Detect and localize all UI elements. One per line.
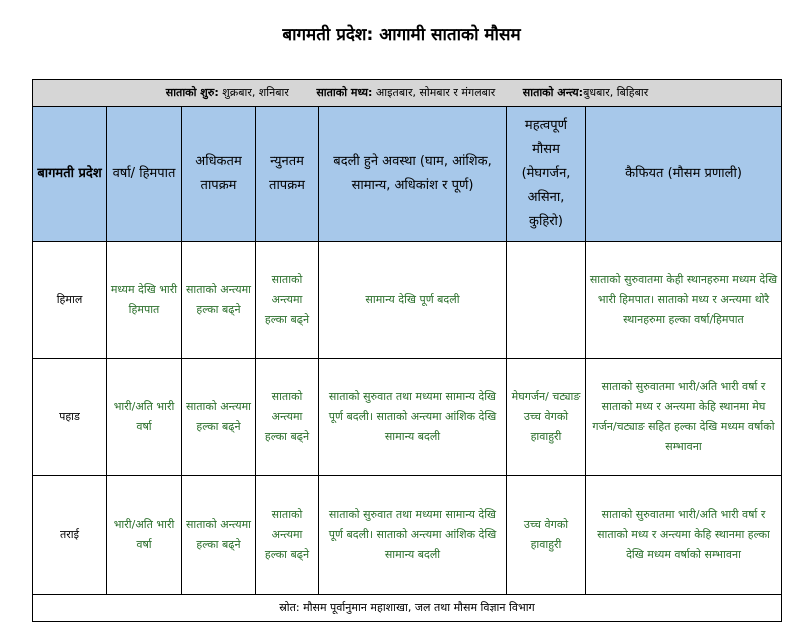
min-temp-cell: साताको अन्त्यमा हल्का बढ्ने <box>256 359 319 476</box>
weather-table <box>32 79 782 622</box>
max-temp-cell: साताको अन्त्यमा हल्का बढ्ने <box>182 241 256 358</box>
header-province: बागमती प्रदेश <box>33 107 107 241</box>
header-max-temp: अधिकतम तापक्रम <box>182 107 256 241</box>
week-summary-cell <box>33 80 782 107</box>
region-name: तराई <box>33 476 107 594</box>
condition-cell: साताको सुरुवात तथा मध्यमा सामान्य देखि पूर्ण बदली। साताको अन्त्यमा आंशिक देखि सामान्य बदली <box>319 476 507 594</box>
source-note: स्रोत: मौसम पूर्वानुमान महाशाखा, जल तथा मौसम विज्ञान विभाग <box>33 594 782 621</box>
week-end-segment <box>523 83 648 103</box>
table-row <box>33 476 782 594</box>
header-row <box>33 107 782 241</box>
week-mid-segment <box>316 83 495 103</box>
week-mid-value: आइतबार, सोमबार र मंगलबार <box>372 86 496 100</box>
page-title: बागमती प्रदेश: आगामी साताको मौसम <box>282 25 521 45</box>
table-row <box>33 359 782 476</box>
region-name: हिमाल <box>33 241 107 358</box>
week-end-value: बुधबार, बिहिबार <box>583 86 649 100</box>
important-cell <box>507 241 586 358</box>
week-start-label: साताको शुरु: <box>165 86 219 100</box>
condition-cell: सामान्य देखि पूर्ण बदली <box>319 241 507 358</box>
week-mid-label: साताको मध्य: <box>316 86 373 100</box>
max-temp-cell: साताको अन्त्यमा हल्का बढ्ने <box>182 476 256 594</box>
precip-cell: मध्यम देखि भारी हिमपात <box>107 241 182 358</box>
region-name: पहाड <box>33 359 107 476</box>
important-cell: मेघगर्जन/ चट्याङ उच्च वेगको हावाहुरी <box>507 359 586 476</box>
week-start-value: शुक्रबार, शनिबार <box>218 86 289 100</box>
header-condition: बदली हुने अवस्था (घाम, आंशिक, सामान्य, अधिकांश र पूर्ण) <box>319 107 507 241</box>
condition-cell: साताको सुरुवात तथा मध्यमा सामान्य देखि पूर्ण बदली। साताको अन्त्यमा आंशिक देखि सामान्य बदली <box>319 359 507 476</box>
important-cell: उच्च वेगको हावाहुरी <box>507 476 586 594</box>
min-temp-cell: साताको अन्त्यमा हल्का बढ्ने <box>256 241 319 358</box>
header-min-temp: न्युनतम तापक्रम <box>256 107 319 241</box>
min-temp-cell: साताको अन्त्यमा हल्का बढ्ने <box>256 476 319 594</box>
remarks-cell: साताको सुरुवातमा केही स्थानहरुमा मध्यम देखि भारी हिमपात। साताको मध्य र अन्त्यमा थोरै स्थानहरुमा हल्का वर्षा/हिमपात <box>586 241 782 358</box>
precip-cell: भारी/अति भारी वर्षा <box>107 476 182 594</box>
table-row <box>33 241 782 358</box>
remarks-cell: साताको सुरुवातमा भारी/अति भारी वर्षा र साताको मध्य र अन्त्यमा केहि स्थानमा मेघ गर्जन/चट्याङ सहित हल्का देखि मध्यम वर्षाको सम्भावना <box>586 359 782 476</box>
source-row <box>33 594 782 621</box>
week-start-segment <box>166 83 289 103</box>
header-remarks: कैफियत (मौसम प्रणाली) <box>586 107 782 241</box>
precip-cell: भारी/अति भारी वर्षा <box>107 359 182 476</box>
week-summary-row <box>33 80 782 107</box>
max-temp-cell: साताको अन्त्यमा हल्का बढ्ने <box>182 359 256 476</box>
header-precip: वर्षा/ हिमपात <box>107 107 182 241</box>
remarks-cell: साताको सुरुवातमा भारी/अति भारी वर्षा र साताको मध्य र अन्त्यमा केहि स्थानमा हल्का देखि मध्यम वर्षाको सम्भावना <box>586 476 782 594</box>
week-end-label: साताको अन्त्य: <box>522 86 584 100</box>
header-important: महत्वपूर्ण मौसम (मेघगर्जन, असिना, कुहिरो) <box>507 107 586 241</box>
